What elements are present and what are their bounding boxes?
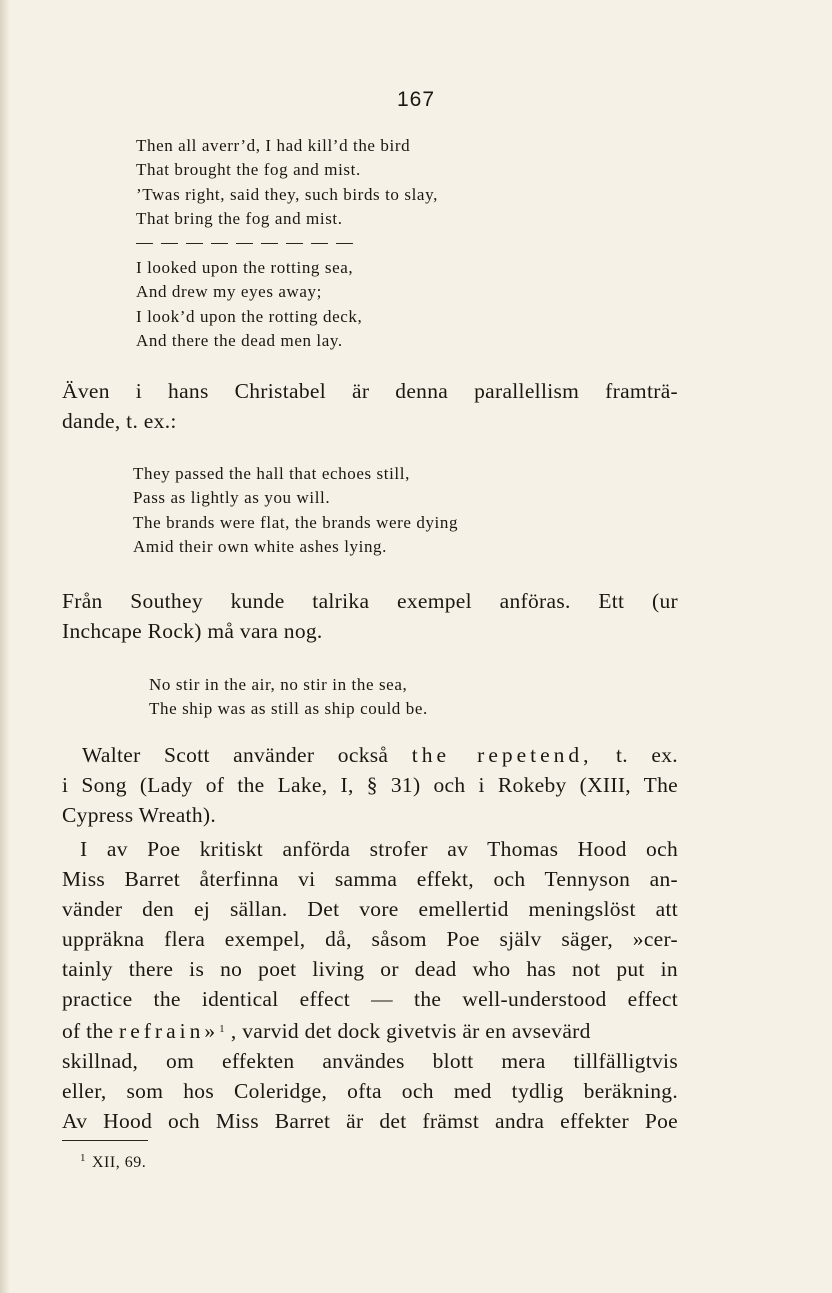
verse-line: No stir in the air, no stir in the sea, [149, 675, 408, 694]
verse-block-mariner [136, 134, 438, 354]
paragraph-line [62, 1014, 678, 1046]
verse-line: Then all averr’d, I had kill’d the bird [136, 136, 411, 155]
page-number: 167 [396, 88, 436, 111]
paragraph-line: Cypress Wreath). [62, 803, 216, 827]
paragraph-line: I av Poe kritiskt anförda strofer av Thomas Hood och [80, 837, 678, 861]
verse-block-inchcape [149, 673, 428, 722]
emphasized-term: the repetend, [411, 743, 593, 767]
footnote-divider [62, 1140, 148, 1141]
footnote-reference[interactable]: 1 [219, 1023, 225, 1035]
paragraph-hood-barret [62, 834, 678, 1136]
paragraph-line: tainly there is no poet living or dead who has not put in [62, 957, 678, 981]
text-run: Walter Scott använder också [82, 743, 389, 767]
verse-line: ’Twas right, said they, such birds to slay, [136, 184, 438, 204]
stanza-separator-dashes [136, 232, 438, 256]
verse-line: Pass as lightly as you will. [133, 488, 331, 508]
verse-line: That brought the fog and mist. [136, 160, 361, 180]
paragraph-line: uppräkna flera exempel, då, såsom Poe själv säger, »cer- [62, 927, 678, 951]
text-run: of the [62, 1019, 114, 1043]
verse-line: They passed the hall that echoes still, [133, 464, 410, 483]
verse-line: I looked upon the rotting sea, [136, 258, 354, 278]
page-binding-shadow [0, 0, 10, 1293]
paragraph-line: eller, som hos Coleridge, ofta och med tydlig beräkning. [62, 1079, 678, 1103]
verse-line: And there the dead men lay. [136, 331, 343, 351]
text-run: t. ex. [616, 743, 678, 767]
emphasized-term: refrain» [119, 1019, 220, 1043]
verse-line: That bring the fog and mist. [136, 209, 343, 229]
verse-line: And drew my eyes away; [136, 282, 322, 302]
paragraph-walter-scott [62, 740, 678, 830]
paragraph-line: Även i hans Christabel är denna parallellism framträ- [62, 379, 678, 403]
paragraph-line: Inchcape Rock) må vara nog. [62, 619, 323, 643]
paragraph-line [62, 740, 678, 770]
paragraph-christabel [62, 376, 678, 436]
verse-line: Amid their own white ashes lying. [133, 537, 387, 557]
verse-block-christabel [133, 462, 458, 560]
paragraph-line: practice the identical effect — the well-understood effect [62, 987, 678, 1011]
text-run: , varvid det dock givetvis är en avsevärd [230, 1019, 591, 1043]
footnote-mark: 1 [80, 1152, 86, 1164]
verse-line: The ship was as still as ship could be. [149, 699, 428, 719]
paragraph-southey [62, 586, 678, 646]
footnote-text: XII, 69. [92, 1154, 147, 1171]
verse-line: I look’d upon the rotting deck, [136, 306, 363, 326]
paragraph-line: dande, t. ex.: [62, 409, 177, 433]
footnote [80, 1152, 146, 1172]
paragraph-line: Från Southey kunde talrika exempel anföras. Ett (ur [62, 589, 678, 613]
paragraph-line: skillnad, om effekten användes blott mera tillfälligtvis [62, 1049, 678, 1073]
paragraph-line: Miss Barret återfinna vi samma effekt, och Tennyson an- [62, 867, 678, 891]
paragraph-line: vänder den ej sällan. Det vore emellertid meningslöst att [62, 897, 678, 921]
verse-line: The brands were flat, the brands were dying [133, 512, 459, 532]
paragraph-line: i Song (Lady of the Lake, I, § 31) och i Rokeby (XIII, The [62, 773, 678, 797]
paragraph-line: Av Hood och Miss Barret är det främst andra effekter Poe [62, 1109, 678, 1133]
